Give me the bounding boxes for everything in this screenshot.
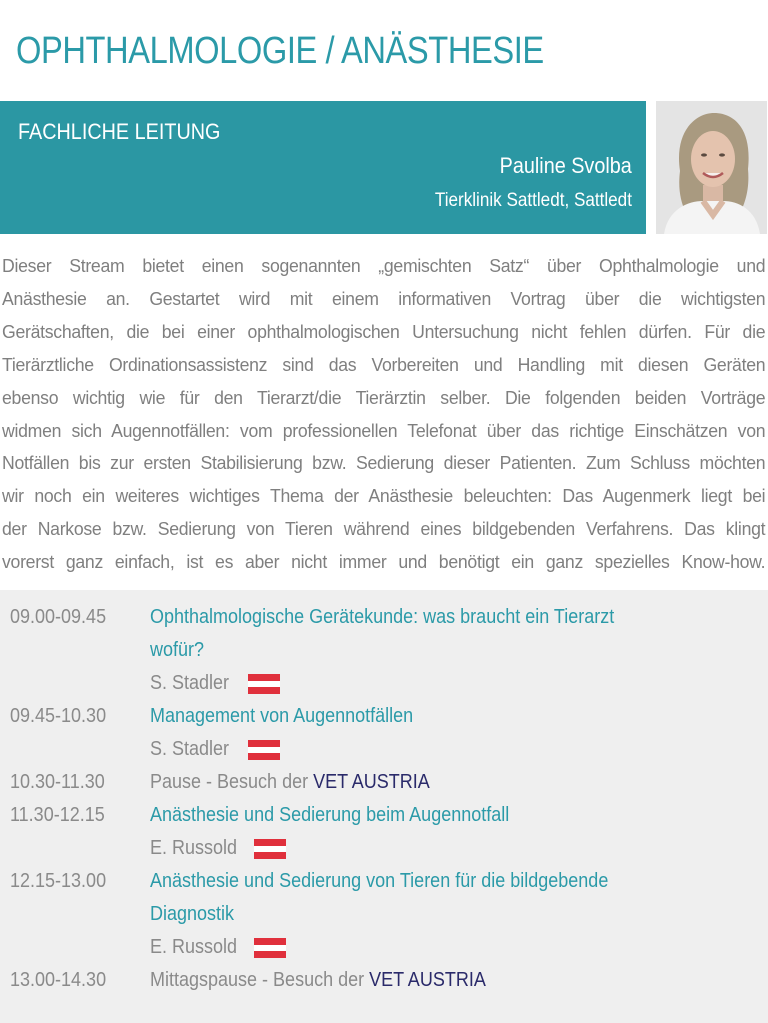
austria-flag-icon [248, 674, 280, 694]
lead-portrait-photo [656, 101, 767, 234]
session-title-line: Diagnostik [150, 903, 235, 925]
description-line: Notfällen bis zur ersten Stabilisierung bzw. Sedierung dieser Patienten. Zum Schluss möchten [2, 452, 766, 474]
schedule-table [0, 590, 768, 1023]
lead-heading: FACHLICHE LEITUNG [18, 119, 221, 144]
break-entry [150, 771, 430, 794]
session-title-line: wofür? [150, 639, 205, 661]
session-title-line: Anästhesie und Sedierung von Tieren für die bildgebende [150, 870, 609, 892]
session-title-line: Anästhesie und Sedierung beim Augennotfall [150, 804, 510, 826]
session-time: 11.30-12.15 [10, 804, 105, 826]
description-line: ebenso wichtig wie für den Tierarzt/die Tierärztin selber. Die folgenden beiden Vorträge [2, 386, 766, 408]
description-line: widmen sich Augennotfällen: vom professionellen Telefonat über das richtige Einschätzen von [2, 419, 766, 441]
lead-name: Pauline Svolba [499, 153, 632, 178]
page-title: OPHTHALMOLOGIE / ANÄSTHESIE [16, 30, 544, 72]
break-label: Mittagspause - Besuch der [150, 969, 370, 991]
break-entry [150, 969, 486, 992]
stream-description [2, 250, 765, 579]
session-title-line: Management von Augennotfällen [150, 705, 414, 727]
description-line: Anästhesie an. Gestartet wird mit einem informativen Vortrag über die wichtigsten [2, 287, 766, 309]
session-time: 10.30-11.30 [10, 771, 105, 793]
session-speaker: S. Stadler [150, 672, 230, 694]
description-line: der Narkose bzw. Sedierung von Tieren während eines bildgebenden Verfahrens. Das klingt [2, 518, 766, 540]
description-line: Dieser Stream bietet einen sogenannten „gemischten Satz“ über Ophthalmologie und [2, 255, 766, 276]
lead-banner [0, 101, 646, 234]
session-speaker: S. Stadler [150, 738, 230, 760]
session-time: 12.15-13.00 [10, 870, 107, 892]
austria-flag-icon [248, 740, 280, 760]
session-title-line: Ophthalmologische Gerätekunde: was braucht ein Tierarzt [150, 606, 615, 628]
session-speaker: E. Russold [150, 936, 238, 958]
austria-flag-icon [254, 839, 286, 859]
lead-organization: Tierklinik Sattledt, Sattledt [434, 190, 632, 211]
description-line: wir noch ein weiteres wichtiges Thema der Anästhesie beleuchten: Das Augenmerk liegt bei [2, 485, 766, 507]
session-time: 09.00-09.45 [10, 606, 107, 628]
session-time: 09.45-10.30 [10, 705, 107, 727]
description-line: Tierärztliche Ordinationsassistenz sind das Vorbereiten und Handling mit diesen Geräten [2, 353, 766, 375]
session-time: 13.00-14.30 [10, 969, 107, 991]
vet-austria-label: VET AUSTRIA [313, 771, 430, 793]
vet-austria-label: VET AUSTRIA [369, 969, 486, 991]
description-line: Gerätschaften, die bei einer ophthalmologischen Untersuchung nicht fehlen dürfen. Für die [2, 320, 766, 342]
break-label: Pause - Besuch der [150, 771, 314, 793]
session-speaker: E. Russold [150, 837, 238, 859]
austria-flag-icon [254, 938, 286, 958]
description-line: vorerst ganz einfach, ist es aber nicht immer und benötigt ein ganz spezielles Know-how. [2, 551, 766, 573]
